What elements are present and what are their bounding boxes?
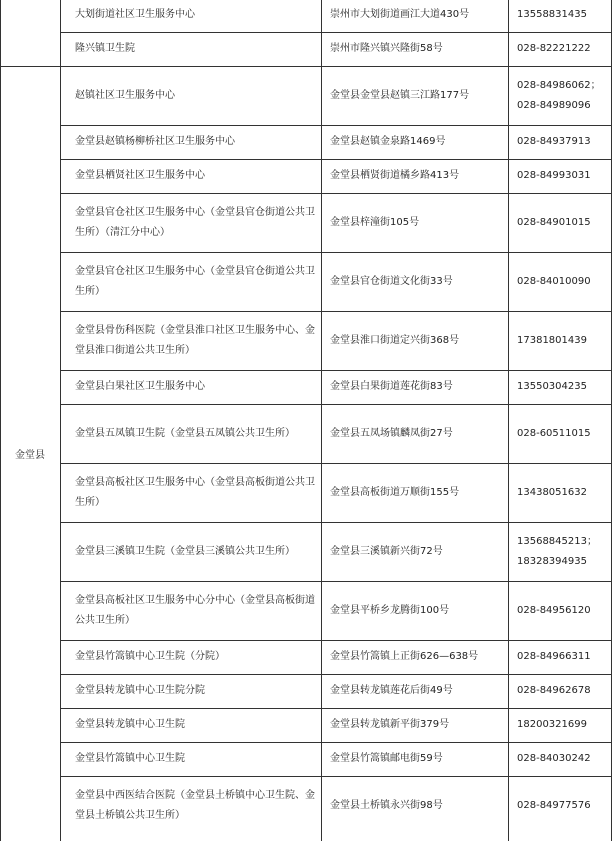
facility-address <box>322 252 510 311</box>
facility-address-text: 金堂县平桥乡龙腾街100号 <box>330 604 450 616</box>
facility-phone <box>517 522 612 581</box>
table-row <box>60 463 612 522</box>
facility-address <box>322 463 510 522</box>
row-divider <box>0 66 612 67</box>
facility-phone <box>517 66 612 125</box>
facility-address <box>322 674 510 708</box>
facility-phone <box>517 370 612 404</box>
facility-address-text: 金堂县三溪镇新兴街72号 <box>330 545 443 557</box>
row-divider <box>60 742 612 743</box>
row-divider <box>60 159 612 160</box>
facility-phone <box>517 742 612 776</box>
row-divider <box>60 708 612 709</box>
table-row <box>60 742 612 776</box>
facility-address-text: 金堂县土桥镇永兴街98号 <box>330 799 443 811</box>
row-divider <box>60 370 612 371</box>
facility-phone-text: 028-84986062；028-84989096 <box>517 79 601 111</box>
table-row <box>60 370 612 404</box>
facility-name-text: 金堂县中西医结合医院（金堂县土桥镇中心卫生院、金堂县土桥镇公共卫生所） <box>75 789 315 821</box>
facility-name <box>65 674 315 708</box>
facility-phone <box>517 0 612 32</box>
row-divider <box>60 640 612 641</box>
row-divider <box>60 32 612 33</box>
table-row <box>60 640 612 674</box>
facility-address-text: 金堂县竹篙镇上正街626—638号 <box>330 651 479 662</box>
facility-name <box>65 522 315 581</box>
facility-name <box>65 776 315 835</box>
row-divider <box>60 776 612 777</box>
facility-phone <box>517 252 612 311</box>
facility-name-text: 金堂县赵镇杨柳桥社区卫生服务中心 <box>75 136 235 147</box>
facility-name-text: 金堂县官仓社区卫生服务中心（金堂县官仓街道公共卫生所）（清江分中心） <box>75 206 315 238</box>
facility-name-text: 金堂县栖贤社区卫生服务中心 <box>75 170 205 181</box>
table-row <box>60 252 612 311</box>
facility-phone-text: 028-82221222 <box>517 43 591 54</box>
column-divider <box>321 0 322 841</box>
facility-name <box>65 708 315 742</box>
facility-name <box>65 32 315 66</box>
row-divider <box>60 674 612 675</box>
facility-address-text: 金堂县白果街道莲花街83号 <box>330 381 453 392</box>
facility-phone-text: 13568845213；18328394935 <box>517 535 597 567</box>
facility-name <box>65 252 315 311</box>
table-row <box>60 404 612 463</box>
facility-address-text: 崇州市大划街道画江大道430号 <box>330 9 470 20</box>
facility-phone <box>517 311 612 370</box>
facility-address-text: 金堂县高板街道万顺街155号 <box>330 486 460 498</box>
facility-phone-text: 13558831435 <box>517 9 587 20</box>
facility-phone <box>517 159 612 193</box>
facility-phone <box>517 193 612 252</box>
row-divider <box>60 463 612 464</box>
facility-phone <box>517 32 612 66</box>
facility-phone-text: 028-84966311 <box>517 651 591 662</box>
row-divider <box>60 125 612 126</box>
facility-name <box>65 640 315 674</box>
facility-name-text: 金堂县官仓社区卫生服务中心（金堂县官仓街道公共卫生所） <box>75 265 315 297</box>
facility-phone <box>517 640 612 674</box>
facility-name <box>65 66 315 125</box>
facility-name <box>65 125 315 159</box>
facility-name-text: 金堂县高板社区卫生服务中心分中心（金堂县高板街道公共卫生所） <box>75 594 315 626</box>
facility-address <box>322 311 510 370</box>
facility-address <box>322 708 510 742</box>
facility-address-text: 金堂县梓潼街105号 <box>330 216 420 228</box>
facility-name-text: 金堂县高板社区卫生服务中心（金堂县高板街道公共卫生所） <box>75 476 315 508</box>
table-row <box>60 708 612 742</box>
facility-address-text: 金堂县栖贤街道橘乡路413号 <box>330 170 460 181</box>
facility-address <box>322 776 510 835</box>
row-divider <box>60 311 612 312</box>
facility-phone-text: 028-84956120 <box>517 604 591 616</box>
table-row <box>60 674 612 708</box>
facility-address <box>322 66 510 125</box>
facility-phone-text: 028-60511015 <box>517 427 591 439</box>
facility-phone-text: 17381801439 <box>517 334 587 346</box>
facility-name <box>65 0 315 32</box>
facility-name-text: 金堂县五凤镇卫生院（金堂县五凤镇公共卫生所） <box>75 427 295 439</box>
facility-name-text: 金堂县转龙镇中心卫生院分院 <box>75 685 205 696</box>
facility-phone <box>517 581 612 640</box>
table-row <box>60 311 612 370</box>
row-divider <box>60 252 612 253</box>
column-divider <box>60 0 61 841</box>
facility-phone-text: 028-84937913 <box>517 136 591 147</box>
table-row <box>60 159 612 193</box>
facility-address <box>322 640 510 674</box>
facility-name <box>65 404 315 463</box>
facility-phone-text: 028-84901015 <box>517 216 591 228</box>
facility-name <box>65 742 315 776</box>
facility-address <box>322 159 510 193</box>
row-divider <box>60 522 612 523</box>
table-row <box>60 193 612 252</box>
facility-phone-text: 18200321699 <box>517 719 587 730</box>
facility-address <box>322 742 510 776</box>
facility-phone <box>517 125 612 159</box>
facility-name-text: 大划街道社区卫生服务中心 <box>75 9 195 20</box>
facility-address-text: 金堂县转龙镇莲花后街49号 <box>330 685 453 696</box>
facility-address-text: 崇州市隆兴镇兴隆街58号 <box>330 43 443 54</box>
column-divider <box>0 0 1 841</box>
table-row <box>60 776 612 835</box>
facility-phone-text: 028-84993031 <box>517 170 591 181</box>
facility-name <box>65 193 315 252</box>
table-row <box>60 581 612 640</box>
facility-phone <box>517 708 612 742</box>
facility-address <box>322 404 510 463</box>
facility-phone-text: 028-84962678 <box>517 685 591 696</box>
facility-phone <box>517 404 612 463</box>
facility-address-text: 金堂县赵镇金泉路1469号 <box>330 136 446 147</box>
facility-name-text: 赵镇社区卫生服务中心 <box>75 89 175 101</box>
facility-address-text: 金堂县转龙镇新平街379号 <box>330 719 450 730</box>
facility-address <box>322 0 510 32</box>
facility-name-text: 隆兴镇卫生院 <box>75 43 135 54</box>
table-row <box>60 0 612 32</box>
facility-address <box>322 125 510 159</box>
facility-phone <box>517 776 612 835</box>
facility-name-text: 金堂县三溪镇卫生院（金堂县三溪镇公共卫生所） <box>75 545 295 557</box>
row-divider <box>60 581 612 582</box>
facility-address-text: 金堂县淮口街道定兴街368号 <box>330 334 460 346</box>
facility-name-text: 金堂县转龙镇中心卫生院 <box>75 719 185 730</box>
facility-address <box>322 581 510 640</box>
district-label: 金堂县 <box>15 450 45 461</box>
facility-address-text: 金堂县五凤场镇麟凤街27号 <box>330 427 453 439</box>
facility-address <box>322 32 510 66</box>
facility-name-text: 金堂县竹篙镇中心卫生院 <box>75 753 185 764</box>
facility-phone <box>517 674 612 708</box>
facility-address-text: 金堂县官仓街道文化街33号 <box>330 275 453 287</box>
table-row <box>60 522 612 581</box>
facility-phone-text: 028-84977576 <box>517 799 591 811</box>
facility-address-text: 金堂县金堂县赵镇三江路177号 <box>330 89 470 101</box>
facility-address <box>322 370 510 404</box>
column-divider <box>508 0 509 841</box>
facility-name-text: 金堂县竹篙镇中心卫生院（分院） <box>75 651 225 662</box>
facility-phone <box>517 463 612 522</box>
district-cell <box>0 66 60 841</box>
facility-phone-text: 13438051632 <box>517 486 587 498</box>
facility-name-text: 金堂县骨伤科医院（金堂县淮口社区卫生服务中心、金堂县淮口街道公共卫生所） <box>75 324 315 356</box>
facility-phone-text: 028-84030242 <box>517 753 591 764</box>
table-row <box>60 125 612 159</box>
facility-phone-text: 13550304235 <box>517 381 587 392</box>
facility-address-text: 金堂县竹篙镇邮电街59号 <box>330 753 443 764</box>
facility-name <box>65 159 315 193</box>
table-row <box>60 32 612 66</box>
table-row <box>60 66 612 125</box>
facility-name <box>65 311 315 370</box>
facility-name <box>65 463 315 522</box>
row-divider <box>60 193 612 194</box>
facility-name <box>65 370 315 404</box>
facility-address <box>322 193 510 252</box>
row-divider <box>60 404 612 405</box>
facility-name <box>65 581 315 640</box>
facility-phone-text: 028-84010090 <box>517 275 591 287</box>
facility-name-text: 金堂县白果社区卫生服务中心 <box>75 381 205 392</box>
facility-address <box>322 522 510 581</box>
